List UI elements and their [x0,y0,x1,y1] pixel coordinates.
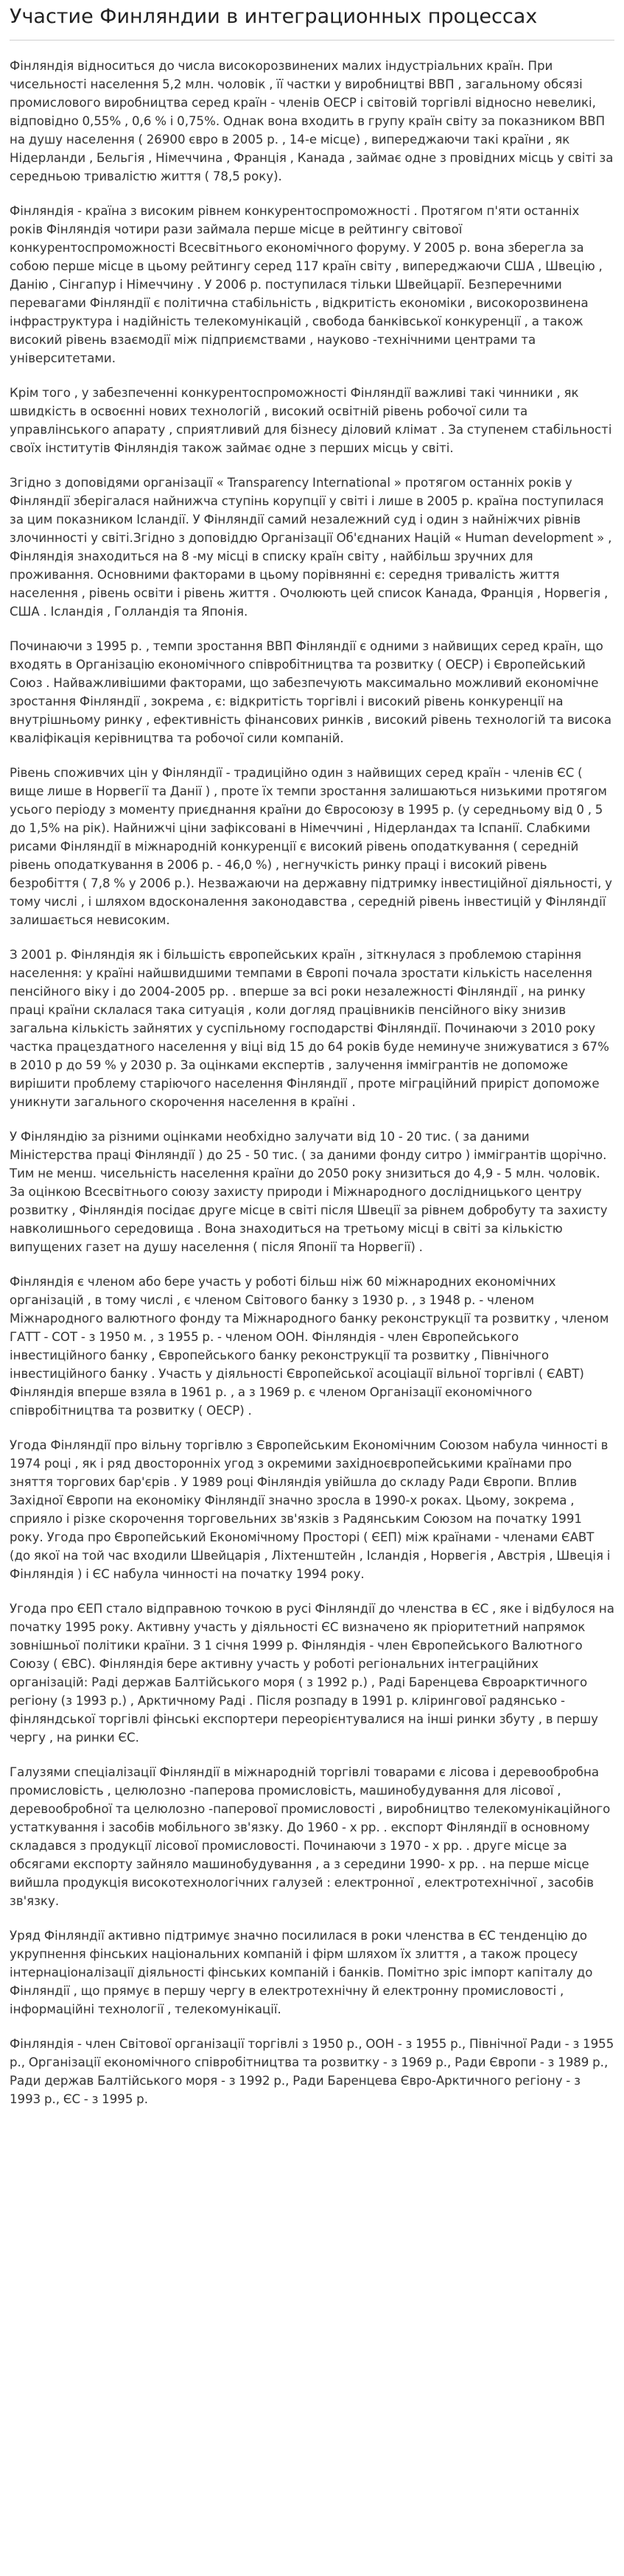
page-title: Участие Финляндии в интеграционных процессах [10,5,538,28]
paragraph-7: З 2001 р. Фінляндія як і більшість європейських країн , зіткнулася з проблемою старіння населення: у країні найшвидшими темпами в Європі почала зростати кількість населення пенсійного віку і до 2004-2005 рр. . вперше за всі роки незалежності Фінляндії , на ринку праці країни склалася така ситуація , коли догляд працівників пенсійного віку знизив загальна кількість зайнятих у суспільному господарстві Фінляндії. Починаючи з 2010 року частка працездатного населення у віці від 15 до 64 років буде неминуче знижуватися з 67% в 2010 р до 59 % у 2030 р. За оцінками експертів , залучення іммігрантів не допоможе вирішити проблему старіючого населення Фінляндії , проте міграційний приріст допоможе уникнути загального скорочення населення в країні . [10,948,609,1109]
paragraph-12: Галузями спеціалізації Фінляндії в міжнародній торгівлі товарами є лісова і деревообробна промисловість , целюлозно -паперова промисловість, машинобудування для лісової , деревообробної та целюлозно -паперової промисловості , виробництво телекомунікаційного устаткування і засобів мобільного зв'язку. До 1960 - х рр. . експорт Фінляндії в основному складався з продукції лісової промисловості. Починаючи з 1970 - х рр. . друге місце за обсягами експорту зайняло машинобудування , а з середини 1990- х рр. . на перше місце вийшла продукція високотехнологічних галузей : електронної , електротехнічної , засобів зв'язку. [10,1765,611,1908]
paragraph-13: Уряд Фінляндії активно підтримує значно посилилася в роки членства в ЄС тенденцію до укрупнення фінських національних компаній і фірм шляхом їх злиття , а також процесу інтернаціоналізації діяльності фінських компаній і банків. Помітно зріс імпорт капіталу до Фінляндії , що прямує в першу чергу в електротехнічну й електронну промисловості , інформаційні технології , телекомунікації. [10,1929,593,2016]
paragraph-9: Фінляндія є членом або бере участь у роботі більш ніж 60 міжнародних економічних організацій , в тому числі , є членом Світового банку з 1930 р. , з 1948 р. - членом Міжнародного валютного фонду та Міжнародного банку реконструкції та розвитку , членом ГАТТ - СОТ - з 1950 м. , з 1955 р. - членом ООН. Фінляндія - член Європейського інвестиційного банку , Європейського банку реконструкції та розвитку , Північного інвестиційного банку . Участь у діяльності Європейської асоціації вільної торгівлі ( ЄАВТ) Фінляндія вперше взяла в 1961 р. , а з 1969 р. є членом Організації економічного співробітництва та розвитку ( ОЕСР) . [10,1275,609,1418]
paragraph-14: Фінляндія - член Світової організації торгівлі з 1950 р., ООН - з 1955 р., Північної Ради - з 1955 р., Організації економічного співробітництва та розвитку - з 1969 р., Ради Європи - з 1989 р., Ради держав Балтійського моря - з 1992 р., Ради Баренцева Євро-Арктичного регіону - з 1993 р., ЄС - з 1995 р. [10,2037,614,2106]
paragraph-6: Рівень споживчих цін у Фінляндії - традиційно один з найвищих серед країн - членів ЄС ( вище лише в Норвегії та Данії ) , проте їх темпи зростання залишаються низькими протягом усього періоду з моменту приєднання країни до Євросоюзу в 1995 р. (у середньому від 0 , 5 до 1,5% на рік). Найнижчі ціни зафіксовані в Німеччині , Нідерландах та Іспанії. Слабкими рисами Фінляндії в міжнародній конкуренції є високий рівень оподаткування ( середній рівень оподаткування в 2006 р. - 46,0 %) , негнучкість ринку праці і високий рівень безробіття ( 7,8 % у 2006 р.). Незважаючи на державну підтримку інвестиційної діяльності, у тому числі , і шляхом вдосконалення законодавства , середній рівень інвестицій у Фінляндії залишається невисоким. [10,766,612,927]
paragraph-11: Угода про ЄЕП стало відправною точкою в русі Фінляндії до членства в ЄС , яке і відбулося на початку 1995 року. Активну участь у діяльності ЄС визначено як пріоритетний напрямок зовнішньої політики країни. З 1 січня 1999 р. Фінляндія - член Європейського Валютного Союзу ( ЄВС). Фінляндія бере активну участь у роботі регіональних інтеграційних організацій: Раді держав Балтійського моря ( з 1992 р.) , Раді Баренцева Євроарктичного регіону (з 1993 р.) , Арктичному Раді . Після розпаду в 1991 р. клірингової радянсько - фінляндської торгівлі фінські експортери переорієнтувалися на інші ринки збуту , в першу чергу , на ринки ЄС. [10,1602,614,1745]
paragraph-4: Згідно з доповідями організації « Transparency International » протягом останніх років у Фінляндії зберігалася найнижча ступінь корупції у світі і лише в 2005 р. країна поступилася за цим показником Ісландії. У Фінляндії самий незалежний суд і один з найніжчих рівнів злочинності у світі.Згідно з доповіддю Організації Об'єднаних Націй « Human development » , Фінляндія знаходиться на 8 -му місці в списку країн світу , найбільш зручних для проживання. Основними факторами в цьому порівнянні є: середня тривалість життя населення , рівень освіти і рівень життя . Очолюють цей список Канада, Франція , Норвегія , США . Ісландія , Голландія та Японія. [10,476,612,619]
paragraph-2: Фінляндія - країна з високим рівнем конкурентоспроможності . Протягом п'яти останніх років Фінляндія чотири рази займала перше місце в рейтингу світової конкурентоспроможності Всесвітнього економічного форуму. У 2005 р. вона зберегла за собою перше місце в цьому рейтингу серед 117 країн світу , випереджаючи США , Швецію , Данію , Сінгапур і Німеччину . У 2006 р. поступилася тільки Швейцарії. Безперечними перевагами Фінляндії є політична стабільність , відкритість економіки , високорозвинена інфраструктура і надійність телекомунікацій , свобода банківської конкуренції , а також високий рівень взаємодії між підприємствами , науково -технічними центрами та університетами. [10,204,603,365]
paragraph-3: Крім того , у забезпеченні конкурентоспроможності Фінляндії важливі такі чинники , як швидкість в освоєнні нових технологій , високий освітній рівень робочої сили та управлінського апарату , сприятливий для бізнесу діловий клімат . За ступенем стабільності своїх інститутів Фінляндія також займає одне з перших місць у світі. [10,386,612,455]
paragraph-1: Фінляндія відноситься до числа високорозвинених малих індустріальних країн. При чисельності населення 5,2 млн. чоловік , її частки у виробництві ВВП , загальному обсязі промислового виробництва серед країн - членів ОЕСР і світовій торгівлі відносно невеликі, відповідно 0,55% , 0,6 % і 0,75%. Однак вона входить в групу країн світу за показником ВВП на душу населення ( 26900 євро в 2005 р. , 14-е місце) , випереджаючи такі країни , як Нідерланди , Бельгія , Німеччина , Франція , Канада , займає одне з провідних місць у світі за середньою тривалістю життя ( 78,5 року). [10,59,614,183]
paragraph-8: У Фінляндію за різними оцінками необхідно залучати від 10 - 20 тис. ( за даними Міністерства праці Фінляндії ) до 25 - 50 тис. ( за даними фонду ситро ) іммігрантів щорічно. Тим не менш. чисельність населення країни до 2050 року знизиться до 4,9 - 5 млн. чоловік. За оцінкою Всесвітнього союзу захисту природи і Міжнародного дослідницького центру розвитку , Фінляндія посідає друге місце в світі після Швеції за рівнем добробуту та захисту навколишнього середовища . Вона знаходиться на третьому місці в світі за кількістю випущених газет на душу населення ( після Японії та Норвегії) . [10,1130,608,1254]
title-divider [10,40,614,41]
paragraph-10: Угода Фінляндії про вільну торгівлю з Європейським Економічним Союзом набула чинності в 1974 році , як і ряд двосторонніх угод з окремими західноєвропейськими країнами про зняття торгових бар'єрів . У 1989 році Фінляндія увійшла до складу Ради Європи. Вплив Західної Європи на економіку Фінляндії значно зросла в 1990-х роках. Цьому, зокрема , сприяло і різке скорочення торговельних зв'язків з Радянським Союзом на початку 1991 року. Угода про Європейський Економічному Просторі ( ЄЕП) між країнами - членами ЄАВТ (до якої на той час входили Швейцарія , Ліхтенштейн , Ісландія , Норвегія , Австрія , Швеція і Фінляндія ) і ЄС набула чинності на початку 1994 року. [10,1438,611,1581]
paragraph-5: Починаючи з 1995 р. , темпи зростання ВВП Фінляндії є одними з найвищих серед країн, що входять в Організацію економічного співробітництва та розвитку ( ОЕСР) і Європейський Союз . Найважливішими факторами, що забезпечують максимально можливий економічне зростання Фінляндії , зокрема , є: відкритість торгівлі і високий рівень конкуренції на внутрішньому ринку , ефективність фінансових ринків , високий рівень технологій та висока кваліфікація керівництва та робочої сили компаній. [10,639,612,745]
